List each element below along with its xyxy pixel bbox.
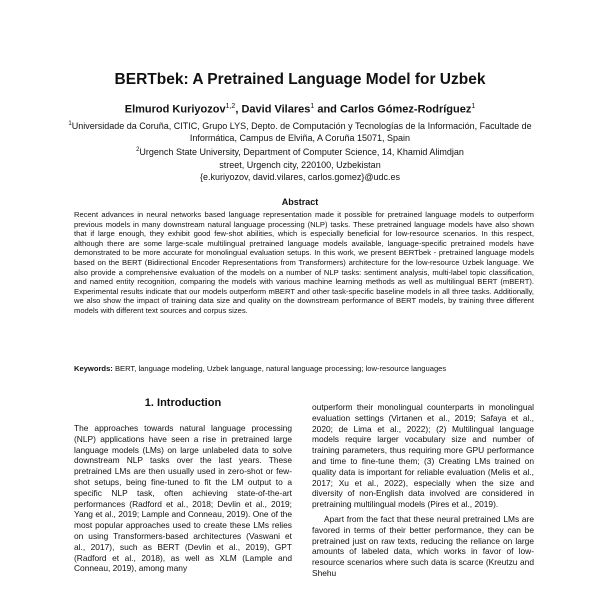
author-name: Carlos Gómez-Rodríguez bbox=[339, 103, 472, 116]
email-line: {e.kuriyozov, david.vilares, carlos.gomez}@udc.es bbox=[199, 171, 401, 182]
intro-paragraph: The approaches towards natural language processing (NLP) applications have seen a rise in pretrained large language models (LMs) on large unlabeled data to solve downstream NLP tasks over the last years. These pretrained LMs are then usually used in zero-shot or few-shot setups, being fine-tuned to fit the LM output to a specific NLP task, often achieving state-of-the-art performances (Radford et al., 2018; Devlin et al., 2019; Yang et al., 2019; Lample and Conneau, 2019). One of the most popular approaches used to create these LMs relies on using Transformers-based architectures (Vaswani et al., 2017), such as BERT (Devlin et al., 2019), GPT (Radford et al., 2018), as well as XLM (Lample and Conneau, 2019), among many bbox=[74, 423, 292, 574]
intro-paragraph: Apart from the fact that these neural pretrained LMs are favored in terms of their better performance, they can be pretrained just on raw texts, reducing the reliance on large amounts of labeled data, which works in favor of low-resource scenarios where such data is scarce (Kreutzu and Shehu bbox=[312, 513, 534, 578]
author-affil-mark: 1,2 bbox=[225, 103, 236, 110]
column-right bbox=[312, 402, 534, 579]
affiliation-mark: 2 bbox=[136, 147, 140, 154]
abstract-heading: Abstract bbox=[281, 197, 319, 207]
affiliation-text: Urgench State University, Department of Computer Science, 14, Khamid Alimdjan street, Urgench city, 220100, Uzbekistan bbox=[139, 147, 464, 170]
intro-paragraph: outperform their monolingual counterparts in monolingual evaluation settings (Virtanen et al., 2019; Safaya et al., 2020; de Lima et al., 2022); (2) Multilingual language models require larger vocabulary size and number of training parameters, thus requiring more GPU performance and time to fine-tune them; (3) Creating LMs trained on quality data is important for reliable evaluation (Melis et al., 2017; Xu et al., 2022), especially when the size and diversity of non-English data involved are considered in pretraining multilingual models (Pires et al., 2019). bbox=[312, 402, 534, 510]
author-name: Elmurod Kuriyozov bbox=[124, 103, 226, 116]
author-name: David Vilares bbox=[241, 103, 311, 116]
paper-title: BERTbek: A Pretrained Language Model for Uzbek bbox=[114, 71, 486, 88]
affiliation-text: Universidade da Coruña, CITIC, Grupo LYS, Depto. de Computación y Tecnologías de la Información, Facultade de Informática, Campus de Elviña, A Coruña 15071, Spain bbox=[71, 121, 532, 144]
author-separator: , bbox=[235, 103, 242, 116]
author-affil-mark: 1 bbox=[310, 103, 315, 110]
affiliations bbox=[60, 118, 540, 183]
affiliation-1 bbox=[60, 118, 540, 144]
author-list bbox=[0, 103, 600, 116]
keywords-label: Keywords: bbox=[74, 364, 113, 373]
affiliation-2 bbox=[60, 144, 540, 170]
keywords-text: BERT, language modeling, Uzbek language, natural language processing; low-resource languages bbox=[114, 364, 447, 373]
author-affil-mark: 1 bbox=[471, 103, 476, 110]
affiliation-mark: 1 bbox=[68, 121, 72, 127]
author-separator: and bbox=[314, 103, 340, 116]
section-heading-introduction: 1. Introduction bbox=[144, 397, 222, 409]
column-left bbox=[74, 423, 292, 574]
abstract-text: Recent advances in neural networks based language representation made it possible for pretrained language models to outperform previous models in many downstream natural language processing (NLP) tasks. These pretrained language models have also shown that if large enough, they exhibit good few-shot abilities, which is especially beneficial for low-resource scenarios. In this respect, although there are some large-scale multilingual pretrained language models available, language-specific pretrained models have demonstrated to be more accurate for monolingual evaluation setups. In this work, we present BERTbek - pretrained language models based on the BERT (Bidirectional Encoder Representations from Transformers) architecture for the low-resource Uzbek language. We also provide a comprehensive evaluation of the models on a number of NLP tasks: sentiment analysis, multi-label topic classification, and named entity recognition, comparing the models with various machine learning methods as well as multilingual BERT (mBERT). Experimental results indicate that our models outperform mBERT and other task-specific baseline models in all three tasks. Additionally, we also show the impact of training data size and quality on the downstream performance of BERT models, by training three different models with different text sources and corpus sizes. bbox=[74, 210, 534, 315]
keywords bbox=[74, 364, 534, 374]
